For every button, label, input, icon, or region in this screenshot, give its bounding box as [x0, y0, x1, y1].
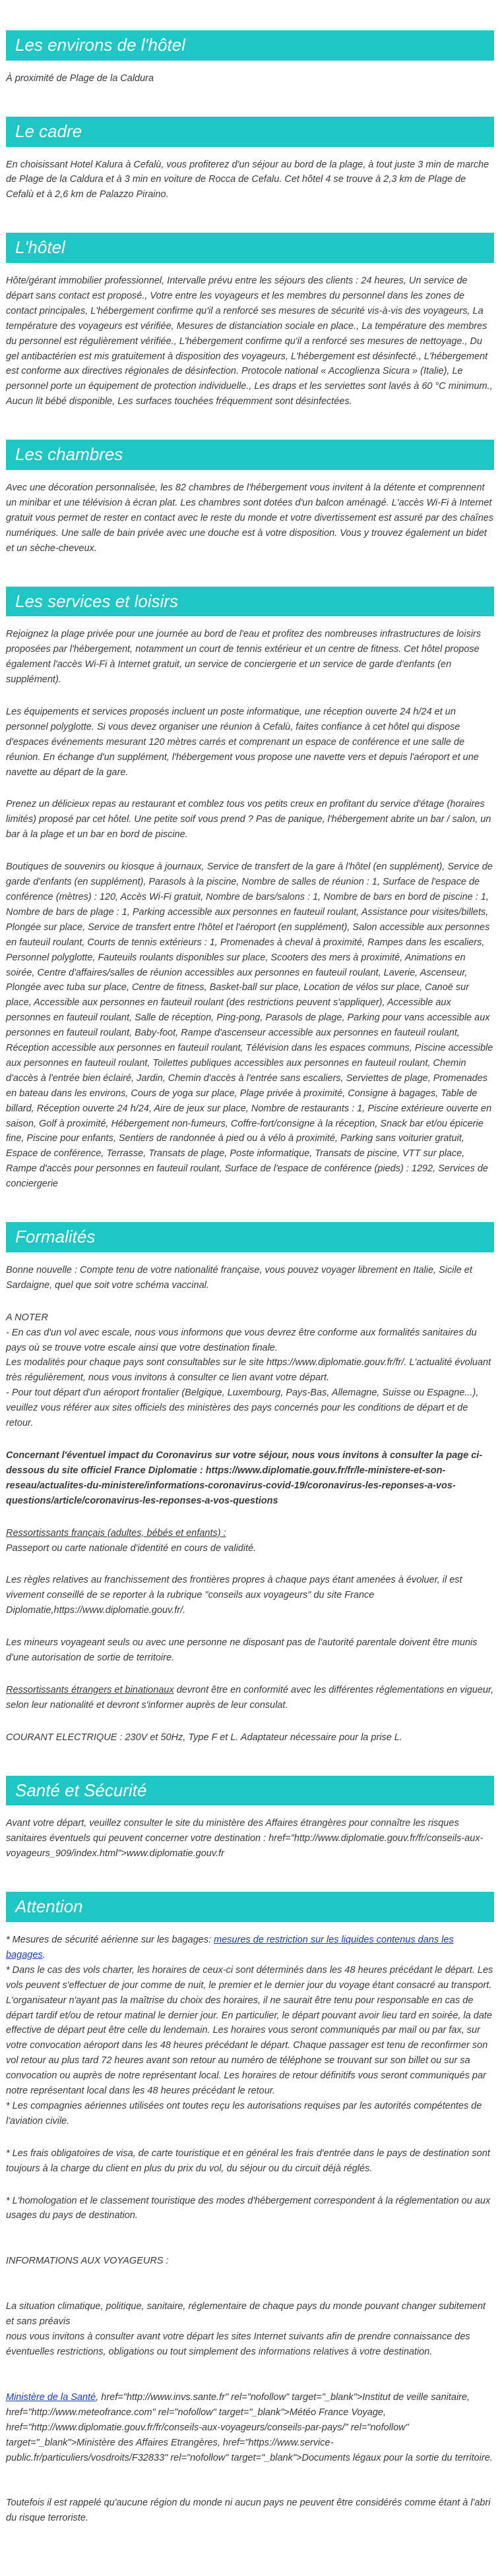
- note-line-2: Les modalités pour chaque pays sont consultables sur le site https://www.diplomatie.gouv.fr/fr/. L'actualité évoluant très régulièrement, nous vous invitons à consulter ce lien avant votre départ.: [6, 1357, 491, 1384]
- liens-utiles-text: , href="http://www.invs.sante.fr" rel="nofollow" target="_blank">Institut de veille sanitaire, href="http://www.meteofrance.com" rel="nofollow" target="_blank">Météo France Voyage, href="http://www.diplomatie.gouv.fr/fr/conseils-aux-voyageurs/conseils-par-pays/" rel="nofollow" target="_blank">Ministère des Affaires Etrangères, href="https://www.service-public.fr/particuliers/vosdroits/F32833" rel="nofollow" target="_blank">Documents légaux pour la sortie du territoire.: [6, 2391, 493, 2463]
- risque-terroriste-notice: Toutefois il est rappelé qu'aucune région du monde ni aucun pays ne peuvent être considérés comme étant à l'abri du risque terroriste.: [6, 2498, 491, 2524]
- section-sante: [6, 1776, 494, 1862]
- ressortissants-francais: [6, 1526, 494, 1556]
- cadre-title: Le cadre: [6, 117, 494, 147]
- frais-notice: * Les frais obligatoires de visa, de carte touristique et en général les frais d'entrée dans le pays de destination sont toujours à la charge du client en plus du prix du vol, du séjour ou du circuit déjà réglés.: [6, 2148, 490, 2174]
- section-environs: [6, 30, 494, 86]
- services-paragraph-3: Prenez un délicieux repas au restaurant et comblez tous vos petits creux en profitant du service d'étage (horaires limités) proposé par cet hôtel. Une petite soif vous prend ? Pas de panique, l'hébergement abrite un bar / salon, un bar à la plage et un bar en bord de piscine.: [6, 799, 491, 840]
- hotel-text: Hôte/gérant immobilier professionnel, Intervalle prévu entre les séjours des clients : 24 heures, Un service de départ sans contact est proposé., Votre entre les voyageurs et les membres du personnel dans les zones de contact principales, L'hébergement confirme qu'il a renforcé ses mesures de sécurité vis-à-vis des voyageurs, La température des voyageurs est vérifiée, Mesures de distanciation sociale en place., La température des membres du personnel est régulièrement vérifiée., L'hébergement confirme qu'il a renforcé ses mesures de nettoyage., Du gel antibactérien est mis gratuitement à disposition des voyageurs, L'hébergement est désinfecté., L'hébergement est conforme aux directives régionales de désinfection. Protocole national « Accoglienza Sicura » (Italie), Le personnel porte un équipement de protection individuelle., Les draps et les serviettes sont lavés à 60 °C minimum., Aucun lit bébé disponible, Les surfaces touchées fréquemment sont désinfectées.: [6, 276, 493, 407]
- compagnies-notice: * Les compagnies aériennes utilisées ont toutes reçu les autorisations requises par les autorités compétentes de l'aviation civile.: [6, 2100, 482, 2126]
- section-services: [6, 587, 494, 1192]
- infos-voyageurs-heading: INFORMATIONS AUX VOYAGEURS :: [6, 2256, 169, 2267]
- formalites-note: [6, 1310, 494, 1431]
- courant-electrique: COURANT ELECTRIQUE : 230V et 50Hz, Type F et L. Adaptateur nécessaire pour la prise L.: [6, 1732, 402, 1743]
- etrangers-heading: Ressortissants étrangers et binationaux: [6, 1684, 174, 1695]
- regles-frontieres: Les règles relatives au franchissement des frontières propres à chaque pays étant amenées à évoluer, il est vivement conseillé de se reporter à la rubrique "conseils aux voyageurs" du site France Diplomatie,https://www.diplomatie.gouv.fr/.: [6, 1575, 462, 1616]
- environs-title: Les environs de l'hôtel: [6, 30, 494, 61]
- section-attention: [6, 1892, 494, 2526]
- services-paragraph-2: Les équipements et services proposés incluent un poste informatique, une réception ouverte 24 h/24 et un personnel polyglotte. Si vous devez organiser une réunion à Cefalù, faites confiance à cet hôtel qui dispose d'espaces événements mesurant 120 mètres carrés et comprenant un espace de conférence et une salle de réunion. En échange d'un supplément, l'hébergement vous propose une navette vers et depuis l'aéroport et une navette au départ de la gare.: [6, 706, 479, 778]
- bagages-prefix: * Mesures de sécurité aérienne sur les bagages:: [6, 1934, 214, 1945]
- bagages-link[interactable]: mesures de restriction sur les liquides contenus dans les bagages: [6, 1934, 454, 1960]
- attention-title: Attention: [6, 1892, 494, 1922]
- hotel-title: L'hôtel: [6, 233, 494, 263]
- horaires-notice: * Dans le cas des vols charter, les horaires de ceux-ci sont déterminés dans les 48 heures précédant le départ. Les vols peuvent s'effectuer de jour comme de nuit, le premier et le dernier jour du voyage étant consacré au transport. L'organisateur n'ayant pas la maîtrise du choix des horaires, il ne saurait être tenu pour responsable en cas de départ tardif et/ou de retour matinal le dernier jour. En particulier, le départ pouvant avoir lieu tard en soirée, la date effective de départ peut être celle du lendemain. Les horaires vous seront communiqués par mail ou par fax, sur votre convocation aéroport dans les 48 heures précédant le départ. Chaque passager est tenu de reconfirmer son vol retour au plus tard 72 heures avant son retour au numéro de téléphone se trouvant sur son billet ou sur sa convocation ou auprès de notre représentant local. Les horaires de retour définitifs vous seront communiqués par notre représentant local dans les 48 heures précédant le retour.: [6, 1964, 493, 2097]
- mineurs-notice: Les mineurs voyageant seuls ou avec une personne ne disposant pas de l'autorité parentale doivent être munis d'une autorisation de sortie de territoire.: [6, 1637, 478, 1664]
- bagages-suffix: .: [42, 1949, 46, 1960]
- section-cadre: [6, 117, 494, 203]
- situation-notice: La situation climatique, politique, sanitaire, réglementaire de chaque pays du monde pouvant changer subitement et sans préavis nous vous invitons à consulter avant votre départ les sites Internet suivants afin de prendre connaissance des éventuelles restrictions, obligations ou tout simplement des informations relatives à votre destination.: [6, 2301, 486, 2357]
- note-heading: A NOTER: [6, 1312, 48, 1323]
- chambres-title: Les chambres: [6, 440, 494, 470]
- chambres-text: Avec une décoration personnalisée, les 82 chambres de l'hébergement vous invitent à la détente et comprennent un minibar et une télévision à écran plat. Les chambres sont dotées d'un balcon aménagé. L'accès Wi-Fi à Internet gratuit vous permet de rester en contact avec le reste du monde et votre divertissement est assuré par des chaînes numériques. Une salle de bain privée avec une douche est à votre disposition. Vous y trouvez également un bidet et un sèche-cheveux.: [6, 482, 494, 554]
- services-paragraph-4: Boutiques de souvenirs ou kiosque à journaux, Service de transfert de la gare à l'hôtel (en supplément), Service de garde d'enfants (en supplément), Parasols à la piscine, Nombre de salles de réunion : 1, Surface de l'espace de conférence (mètres) : 120, Accès Wi-Fi gratuit, Nombre de bars/salons : 1, Nombre de bars en bord de piscine : 1, Nombre de bars de plage : 1, Parking accessible aux personnes en fauteuil roulant, Assistance pour visites/billets, Plongée sur place, Service de transfert entre l'hôtel et l'aéroport (en supplément), Salon accessible aux personnes en fauteuil roulant, Courts de tennis extérieurs : 1, Promenades à cheval à proximité, Rampes dans les escaliers, Personnel polyglotte, Fauteuils roulants disponibles sur place, Scooters des mers à proximité, Animations en soirée, Centre d'affaires/salles de réunion accessibles aux personnes en fauteuil roulant, Laverie, Ascenseur, Plongée avec tuba sur place, Centre de fitness, Basket-ball sur place, Location de vélos sur place, Canoë sur place, Accessible aux personnes en fauteuil roulant (des restrictions peuvent s'appliquer), Accessible aux personnes en fauteuil roulant, Salle de réception, Ping-pong, Parasols de plage, Parking pour vans accessible aux personnes en fauteuil roulant, Baby-foot, Rampe d'ascenseur accessible aux personnes en fauteuil roulant, Réception accessible aux personnes en fauteuil roulant, Télévision dans les espaces communs, Piscine accessible aux personnes en fauteuil roulant, Toilettes publiques accessibles aux personnes en fauteuil roulant, Chemin d'accès à l'entrée bien éclairé, Jardin, Chemin d'accès à l'entrée sans escaliers, Serviettes de plage, Promenades en bateau dans les environs, Cours de yoga sur place, Plage privée à proximité, Consigne à bagages, Table de billard, Réception ouverte 24 h/24, Aire de jeux sur place, Nombre de restaurants : 1, Piscine extérieure ouverte en saison, Golf à proximité, Hébergement non-fumeurs, Coffre-fort/consigne à la réception, Snack bar et/ou épicerie fine, Piscine pour enfants, Sentiers de randonnée à pied ou à vélo à proximité, Parking sans voiturier gratuit, Espace de conférence, Terrasse, Transats de plage, Poste informatique, Transats de piscine, VTT sur place, Rampe d'accès pour personnes en fauteuil roulant, Surface de l'espace de conférence (pieds) : 1292, Services de conciergerie: [6, 862, 493, 1190]
- formalites-intro: Bonne nouvelle : Compte tenu de votre nationalité française, vous pouvez voyager librement en Italie, Sicile et Sardaigne, quel que soit votre schéma vaccinal.: [6, 1264, 472, 1291]
- services-paragraph-1: Rejoignez la plage privée pour une journée au bord de l'eau et profitez des nombreuses infrastructures de loisirs proposées par l'hébergement, notamment un court de tennis extérieur et un centre de fitness. Cet hôtel propose également l'accès Wi-Fi à Internet gratuit, un service de conciergerie et un service de garde d'enfants (en supplément).: [6, 629, 482, 686]
- sante-title: Santé et Sécurité: [6, 1776, 494, 1806]
- covid-notice: Concernant l'éventuel impact du Coronavirus sur votre séjour, nous vous invitons à consulter la page ci-dessous du site officiel France Diplomatie : https://www.diplomatie.gouv.fr/fr/le-ministere-et-son-reseau/actualites-du-ministere/informations-coronavirus-covid-19/coronavirus-les-reponses-a-vos-questions/article/coronavirus-les-reponses-a-vos-questions: [6, 1449, 483, 1506]
- homologation-notice: * L'homologation et le classement touristique des modes d'hébergement correspondent à la réglementation ou aux usages du pays de destination.: [6, 2195, 491, 2221]
- section-hotel: [6, 233, 494, 409]
- formalites-title: Formalités: [6, 1222, 494, 1252]
- note-line-3: - Pour tout départ d'un aéroport frontalier (Belgique, Luxembourg, Pays-Bas, Allemagne, Suisse ou Espagne...), veuillez vous référer aux sites officiels des ministères des pays concernés pour les conditions de départ et de retour.: [6, 1388, 479, 1429]
- cadre-text: En choisissant Hotel Kalura à Cefalù, vous profiterez d'un séjour au bord de la plage, à tout juste 3 min de marche de Plage de la Caldura et à 3 min en voiture de Rocca de Cefalu. Cet hôtel 4 se trouve à 2,3 km de Plage de Cefalù et à 2,6 km de Palazzo Piraino.: [6, 159, 489, 200]
- ressortissants-etrangers: [6, 1683, 494, 1713]
- note-line-1: - En cas d'un vol avec escale, nous vous informons que vous devrez être conforme aux formalités sanitaires du pays où se trouve votre escale ainsi que votre destination finale.: [6, 1327, 477, 1353]
- ressortissants-fr-heading: Ressortissants français (adultes, bébés et enfants) :: [6, 1527, 226, 1538]
- environs-text: À proximité de Plage de la Caldura: [6, 73, 154, 84]
- page: [6, 0, 494, 2576]
- ministere-sante-link[interactable]: Ministère de la Santé: [6, 2391, 96, 2403]
- ressortissants-fr-text: Passeport ou carte nationale d'identité en cours de validité.: [6, 1542, 257, 1554]
- section-chambres: [6, 440, 494, 556]
- etrangers-text: devront être en conformité avec les différentes réglementations en vigueur, selon leur nationalité et devront s'informer auprès de leur consulat.: [6, 1684, 494, 1711]
- bagages-notice: [6, 1933, 494, 1963]
- services-title: Les services et loisirs: [6, 587, 494, 617]
- sante-text: Avant votre départ, veuillez consulter le site du ministère des Affaires étrangères pour connaître les risques sanitaires éventuels qui peuvent concerner votre destination : href="http://www.diplomatie.gouv.fr/fr/conseils-aux-voyageurs_909/index.html">www.diplomatie.gouv.fr: [6, 1818, 484, 1859]
- liens-utiles: [6, 2390, 494, 2466]
- section-formalites: [6, 1222, 494, 1745]
